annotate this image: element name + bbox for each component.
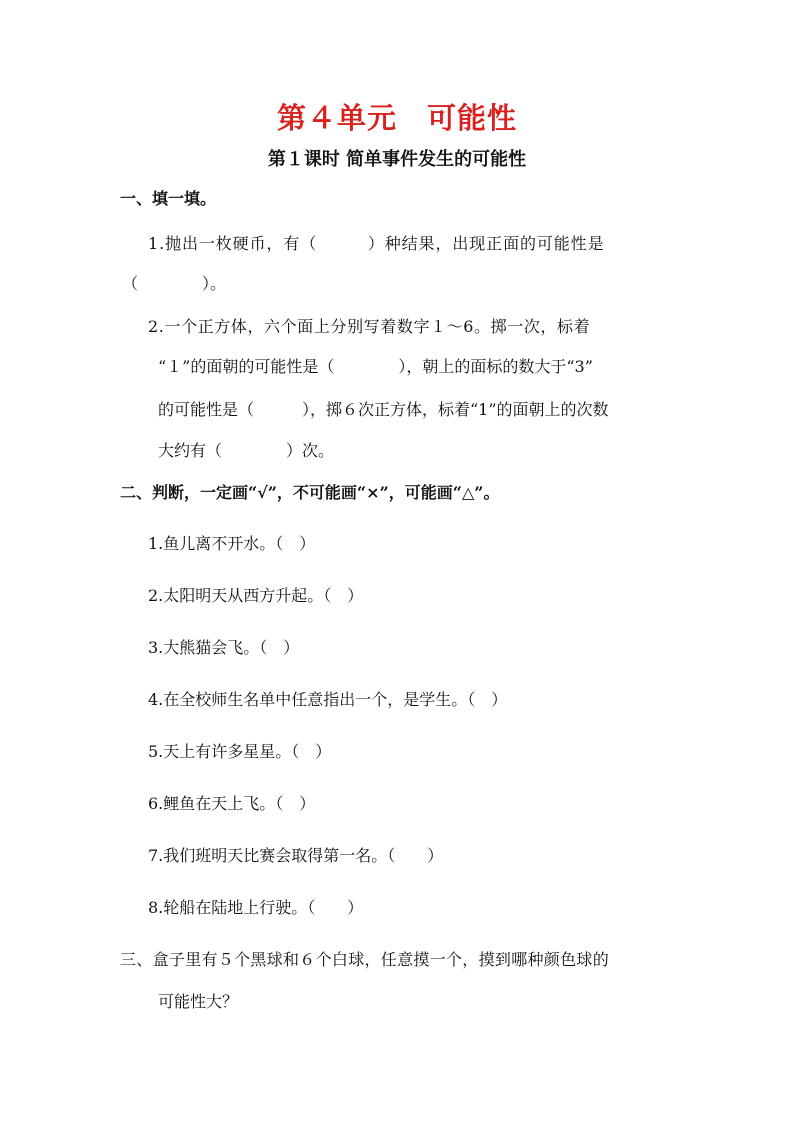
question-2-line-1: 2.一个正方体，六个面上分别写着数字１～6。掷一次，标着: [148, 317, 591, 336]
section1-heading: 一、填一填。: [120, 189, 217, 208]
section3-question-line-2: 可能性大？: [158, 992, 239, 1011]
judgement-item-2: 2.太阳明天从西方升起。（ ）: [148, 586, 364, 605]
question-1-line-1: 1.抛出一枚硬币，有（ ）种结果，出现正面的可能性是: [148, 234, 605, 253]
judgement-item-3: 3.大熊猫会飞。（ ）: [148, 638, 300, 657]
judgement-item-7: 7.我们班明天比赛会取得第一名。（ ）: [148, 846, 444, 865]
lesson-subtitle: 第１课时 简单事件发生的可能性: [267, 149, 527, 170]
judgement-item-5: 5.天上有许多星星。（ ）: [148, 742, 332, 761]
judgement-item-1: 1.鱼儿离不开水。（ ）: [148, 534, 316, 553]
question-1-line-2: （ ）。: [122, 274, 227, 293]
section2-heading: 二、判断，一定画“√”，不可能画“×”，可能画“△”。: [120, 483, 500, 502]
judgement-item-8: 8.轮船在陆地上行驶。（ ）: [148, 898, 364, 917]
page-title: 第４单元 可能性: [276, 101, 517, 135]
question-2-line-4: 大约有（ ）次。: [158, 441, 335, 460]
judgement-item-6: 6.鲤鱼在天上飞。（ ）: [148, 794, 316, 813]
section3-question-line-1: 三、盒子里有５个黑球和６个白球，任意摸一个，摸到哪种颜色球的: [120, 950, 610, 969]
question-2-line-2: “１”的面朝的可能性是（ ），朝上的面标的数大于“3”: [158, 357, 593, 376]
judgement-item-4: 4.在全校师生名单中任意指出一个，是学生。（ ）: [148, 690, 508, 709]
question-2-line-3: 的可能性是（ ），掷６次正方体，标着“1”的面朝上的次数: [158, 400, 609, 419]
